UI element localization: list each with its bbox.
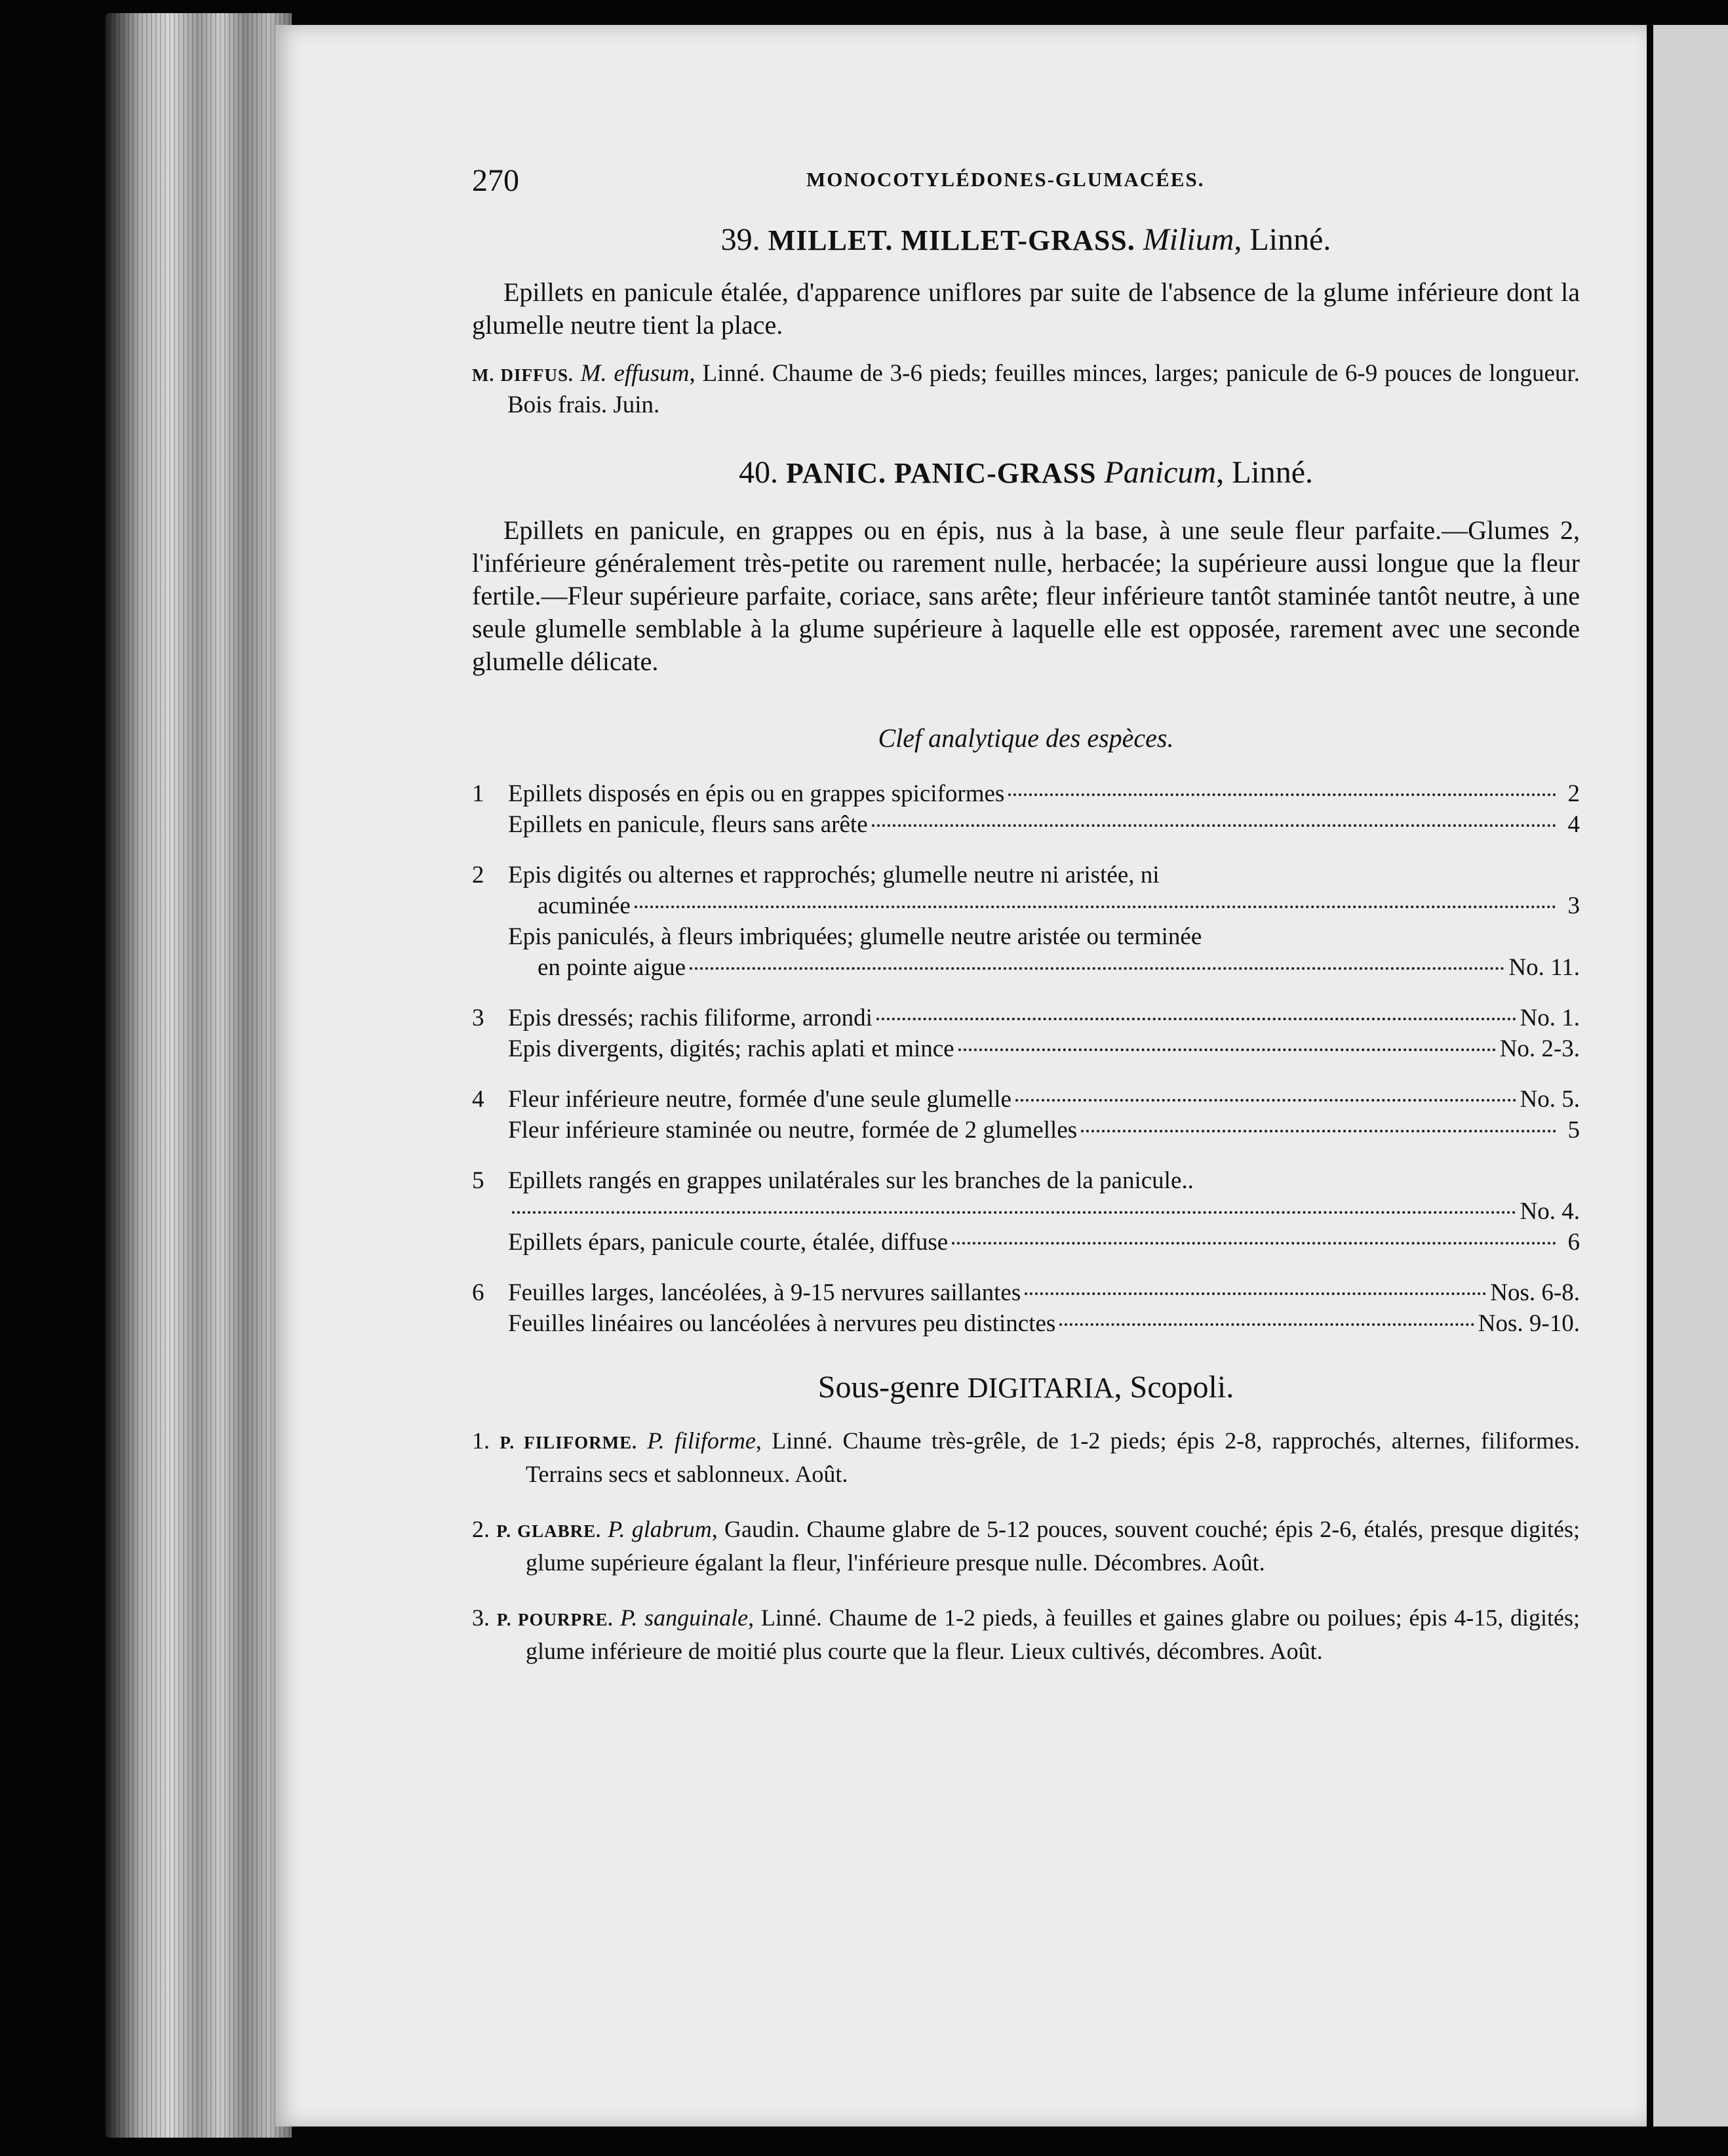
key-text: acuminée <box>538 892 631 919</box>
page-content <box>472 163 1580 1690</box>
key-number: 2 <box>472 862 484 888</box>
genus-english-name: MILLET-GRASS. <box>901 224 1135 256</box>
species-latin-name: M. effusum <box>580 360 690 387</box>
book-page-edges <box>105 13 292 2138</box>
key-text: Epis paniculés, à fleurs imbriquées; glumelle neutre aristée ou terminée <box>508 923 1202 950</box>
species-latin-name: P. filiforme <box>647 1427 756 1454</box>
key-reference: Nos. 9-10. <box>1478 1310 1580 1337</box>
genus-number: 40. <box>738 455 778 490</box>
species-common-name: P. FILIFORME. <box>500 1433 637 1452</box>
key-number: 1 <box>472 780 484 807</box>
key-line <box>472 1277 1580 1308</box>
key-number: 4 <box>472 1086 484 1113</box>
species-common-name: P. GLABRE. <box>496 1521 601 1541</box>
running-head <box>472 163 1580 209</box>
species-number: 3. <box>472 1605 490 1631</box>
genus-french-name: PANIC. <box>785 457 887 489</box>
genus-latin-name: Panicum <box>1104 455 1217 490</box>
key-text: Fleur inférieure neutre, formée d'une seule glumelle <box>508 1086 1011 1113</box>
genus-french-name: MILLET. <box>768 224 893 256</box>
subgenus-prefix: Sous-genre <box>817 1370 968 1405</box>
key-line <box>472 921 1580 952</box>
species-entry <box>472 1513 1580 1578</box>
key-reference: 6 <box>1567 1229 1580 1256</box>
key-reference: 3 <box>1567 892 1580 919</box>
subgenus-author: , Scopoli. <box>1114 1370 1234 1405</box>
species-entry <box>472 1602 1580 1667</box>
key-group <box>472 1084 1580 1146</box>
species-entry <box>472 1425 1580 1490</box>
leader-dots <box>872 824 1556 827</box>
genus-number: 39. <box>720 222 760 257</box>
genus-description-40: Epillets en panicule, en grappes ou en épis, nus à la base, à une seule fleur parfaite.—Glumes 2, l'inférieure généralement très-petite ou rarement nulle, herbacée; la supérieure aussi longue que la fleur fertile.—Fleur supérieure parfaite, coriace, sans arête; fleur inférieure tantôt staminée tantôt neutre, à une seule glumelle semblable à la glume supérieure à laquelle elle est opposée, rarement avec une seconde glumelle délicate. <box>472 515 1580 676</box>
key-group <box>472 1277 1580 1339</box>
key-reference: No. 2-3. <box>1499 1035 1580 1062</box>
leader-dots <box>958 1048 1496 1051</box>
key-line <box>472 1308 1580 1339</box>
key-line <box>472 1165 1580 1196</box>
key-text: Epis digités ou alternes et rapprochés; glumelle neutre ni aristée, ni <box>508 862 1160 888</box>
genus-english-name: PANIC-GRASS <box>894 457 1097 489</box>
genus-author: , Linné. <box>1216 455 1314 490</box>
key-reference: 5 <box>1567 1117 1580 1144</box>
key-group <box>472 1165 1580 1258</box>
subgenus-heading <box>472 1369 1580 1405</box>
key-line <box>472 1003 1580 1033</box>
key-text: Fleur inférieure staminée ou neutre, formée de 2 glumelles <box>508 1117 1078 1144</box>
genus-heading-39 <box>472 222 1580 258</box>
species-text: , Linné. Chaume de 3-6 pieds; feuilles minces, larges; panicule de 6-9 pouces de longueur. Bois frais. Juin. <box>507 360 1580 418</box>
species-latin-name: P. sanguinale <box>620 1605 749 1631</box>
key-line <box>472 1227 1580 1258</box>
species-text: , Linné. Chaume très-grêle, de 1-2 pieds; épis 2-8, rapprochés, alternes, filiformes. Terrains secs et sablonneux. Août. <box>526 1427 1581 1487</box>
key-reference: No. 1. <box>1520 1005 1580 1031</box>
key-title: Clef analytique des espèces. <box>878 723 1174 753</box>
genus-description-39: Epillets en panicule étalée, d'apparence uniflores par suite de l'absence de la glume inférieure dont la glumelle neutre tient la place. <box>472 277 1580 340</box>
species-text: , Gaudin. Chaume glabre de 5-12 pouces, souvent couché; épis 2-6, étalés, presque digités; glume supérieure égalant la fleur, l'inférieure presque nulle. Décombres. Août. <box>526 1516 1581 1576</box>
leader-dots <box>876 1018 1516 1020</box>
key-line <box>472 860 1580 890</box>
key-line <box>472 1033 1580 1064</box>
key-reference: Nos. 6-8. <box>1490 1279 1580 1306</box>
key-text: Epillets en panicule, fleurs sans arête <box>508 811 868 838</box>
key-number: 5 <box>472 1167 484 1194</box>
leader-dots <box>635 906 1556 908</box>
key-number: 3 <box>472 1005 484 1031</box>
key-reference: No. 4. <box>1520 1198 1580 1225</box>
key-number: 6 <box>472 1279 484 1306</box>
key-line <box>472 890 1580 921</box>
leader-dots <box>690 967 1504 970</box>
key-reference: 4 <box>1567 811 1580 838</box>
leader-dots <box>1015 1099 1516 1102</box>
key-line <box>472 1084 1580 1115</box>
key-text: Feuilles linéaires ou lancéolées à nervures peu distinctes <box>508 1310 1056 1337</box>
key-text: Epillets rangés en grappes unilatérales sur les branches de la panicule.. <box>508 1167 1194 1194</box>
analytical-key <box>472 778 1580 1339</box>
species-text: , Linné. Chaume de 1-2 pieds, à feuilles et gaines glabre ou poilues; épis 4-15, digités; glume inférieure de moitié plus courte que la fleur. Lieux cultivés, décombres. Août. <box>526 1605 1581 1664</box>
key-line <box>472 1115 1580 1146</box>
key-group <box>472 778 1580 840</box>
facing-page-edge <box>1653 25 1728 2126</box>
key-line <box>472 809 1580 840</box>
subgenus-name: DIGITARIA <box>967 1372 1114 1404</box>
leader-dots <box>952 1242 1556 1245</box>
key-group <box>472 1003 1580 1064</box>
page-number: 270 <box>472 163 519 198</box>
leader-dots <box>1059 1323 1474 1326</box>
genus-author: , Linné. <box>1234 222 1331 257</box>
key-reference: 2 <box>1567 780 1580 807</box>
key-text: Epillets disposés en épis ou en grappes spiciformes <box>508 780 1005 807</box>
species-entry-m-diffus <box>472 359 1580 420</box>
key-text: Epis dressés; rachis filiforme, arrondi <box>508 1005 873 1031</box>
key-group <box>472 860 1580 983</box>
species-common-name: M. DIFFUS. <box>472 365 574 385</box>
genus-latin-name: Milium <box>1143 222 1234 257</box>
genus-heading-40 <box>472 454 1580 490</box>
key-line <box>472 778 1580 809</box>
key-text: Feuilles larges, lancéolées, à 9-15 nervures saillantes <box>508 1279 1021 1306</box>
key-text: Epis divergents, digités; rachis aplati et mince <box>508 1035 954 1062</box>
key-text: en pointe aigue <box>538 954 686 981</box>
leader-dots <box>1008 793 1556 796</box>
leader-dots <box>1081 1130 1556 1132</box>
species-common-name: P. POURPRE. <box>496 1610 614 1629</box>
running-title: MONOCOTYLÉDONES-GLUMACÉES. <box>806 168 1205 191</box>
species-latin-name: P. glabrum <box>608 1516 712 1542</box>
key-line <box>472 952 1580 983</box>
book-page <box>275 25 1647 2126</box>
key-line <box>472 1196 1580 1227</box>
species-number: 2. <box>472 1516 490 1542</box>
key-text: Epillets épars, panicule courte, étalée, diffuse <box>508 1229 949 1256</box>
leader-dots <box>1025 1292 1486 1295</box>
species-number: 1. <box>472 1427 490 1454</box>
leader-dots <box>512 1211 1516 1214</box>
key-reference: No. 5. <box>1520 1086 1580 1113</box>
key-reference: No. 11. <box>1508 954 1580 981</box>
